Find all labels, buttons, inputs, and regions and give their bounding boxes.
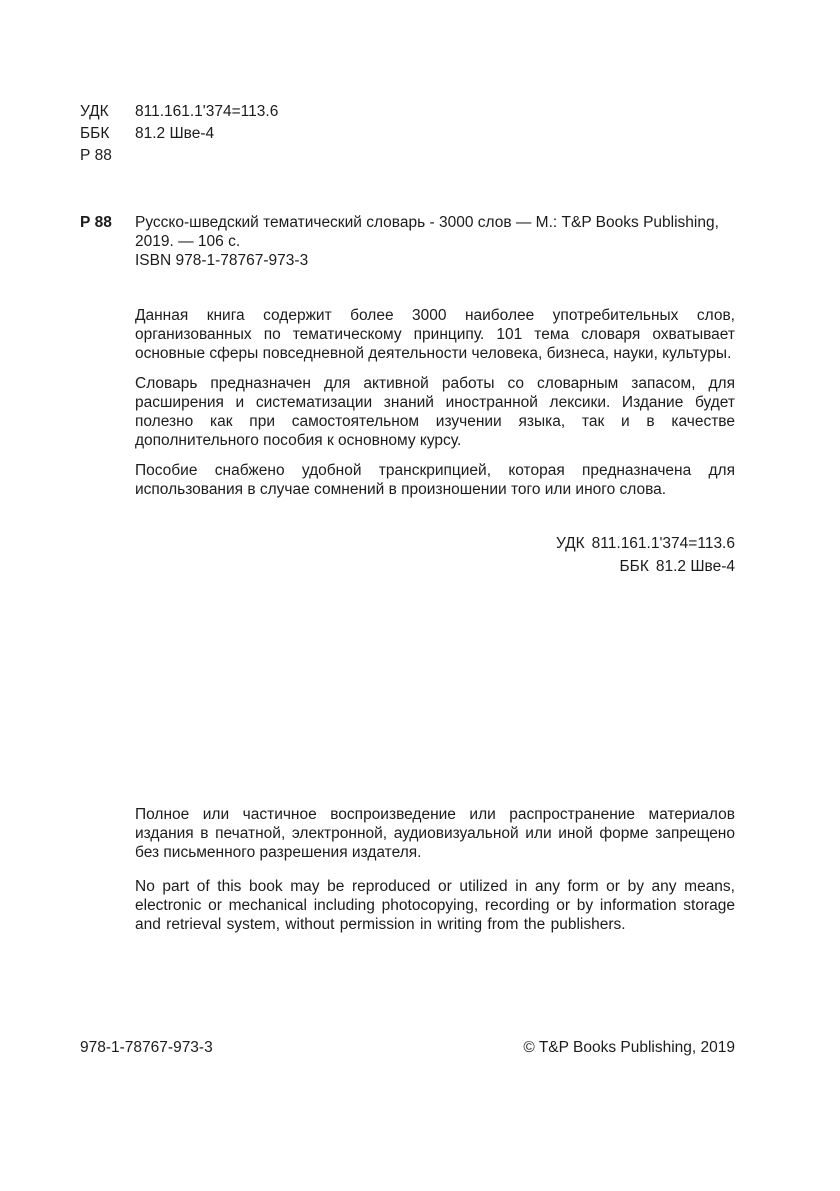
bbk-label-right: ББК [619,558,649,575]
rights-notice-russian: Полное или частичное воспроизведение или распространение материалов издания в печатной, электронной, аудиовизуальной или иной форме запрещено без письменного разрешения издателя. [135,806,735,861]
annotation-paragraph-1: Данная книга содержит более 3000 наиболее употребительных слов, организованных по тематическому принципу. 101 тема словаря охватывает основные сферы повседневной деятельности человека, бизнеса, науки, культуры. [135,307,735,362]
page-footer [80,1038,735,1057]
udk-value-right: 811.161.1'374=113.6 [591,535,735,552]
footer-isbn: 978-1-78767-973-3 [80,1039,213,1056]
bbk-row-right [556,555,735,578]
udk-label: УДК [80,103,109,120]
annotation-paragraph-2: Словарь предназначен для активной работы со словарным запасом, для расширения и систематизации знаний иностранной лексики. Издание будет полезно как при самостоятельном изучении языка, так и в качестве дополнительного пособия к основному курсу. [135,375,735,449]
bbk-value: 81.2 Шве-4 [135,125,215,142]
catalog-entry-isbn: ISBN 978-1-78767-973-3 [135,252,309,269]
classification-block-right [556,532,735,578]
annotation-block [135,306,735,510]
bbk-value-right: 81.2 Шве-4 [655,558,735,575]
footer-copyright: © T&P Books Publishing, 2019 [523,1039,735,1056]
rights-notice-english: No part of this book may be reproduced or utilized in any form or by any means, electronic or mechanical including photocopying, recording or by information storage and retrieval system, without permission in writing from the publishers. [135,878,735,933]
annotation-paragraph-3: Пособие снабжено удобной транскрипцией, которая предназначена для использования в случае сомнений в произношении того или иного слова. [135,462,735,498]
catalog-entry-code: Р 88 [80,214,112,231]
udk-value: 811.161.1'374=113.6 [135,103,279,120]
udk-label-right: УДК [555,535,585,552]
classification-block-top [80,101,278,167]
bbk-label: ББК [80,125,110,142]
author-sign-label: Р 88 [80,147,112,164]
catalog-entry [80,213,736,270]
catalog-entry-body [135,213,736,270]
udk-row-right [556,532,735,555]
udk-row [80,101,278,123]
bbk-row [80,123,278,145]
author-sign-row [80,145,278,167]
catalog-entry-description: Русско-шведский тематический словарь - 3000 слов — М.: T&P Books Publishing, 2019. — 106 с. [135,214,719,250]
rights-block [135,805,735,934]
